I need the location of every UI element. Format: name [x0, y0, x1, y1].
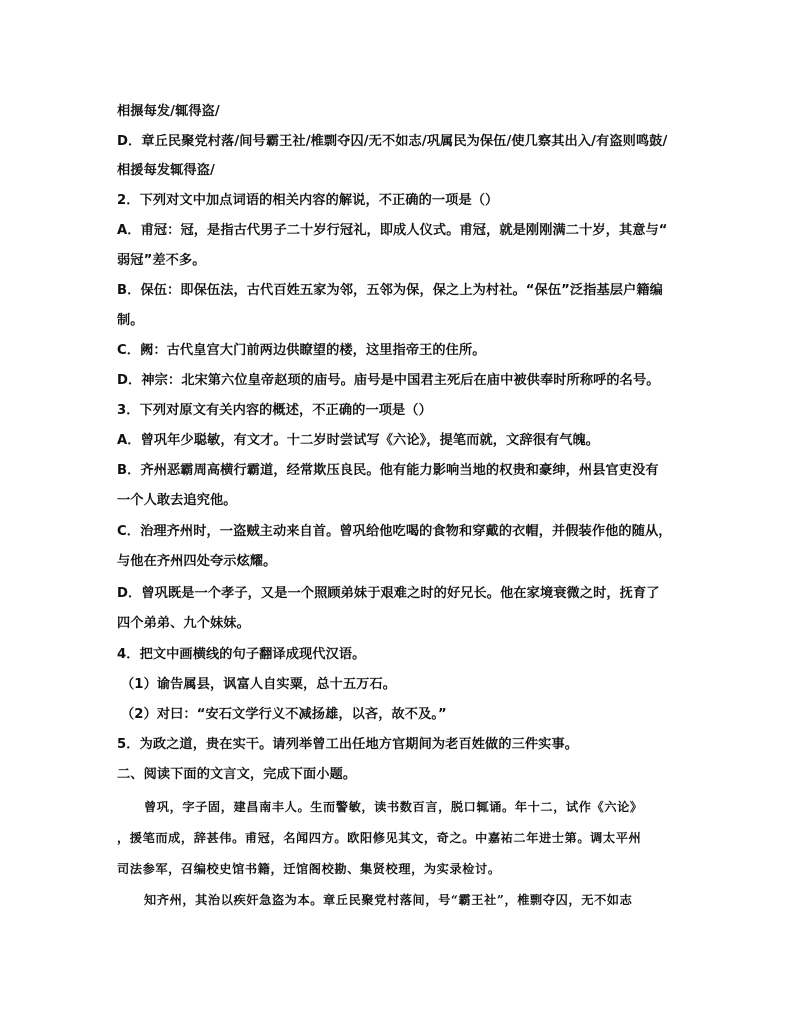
passage-line: 知齐州，其治以疾奸急盗为本。章丘民聚党村落间，号“霸王社”，椎剽夺囚，无不如志 — [144, 893, 633, 907]
question-2-option-c: C．阙：古代皇宫大门前两边供瞭望的楼，这里指帝王的住所。 — [117, 343, 486, 358]
text-line: 相搌每发/辄得盗/ — [117, 104, 220, 119]
question-4-stem: 4．把文中画横线的句子翻译成现代汉语。 — [117, 647, 366, 662]
question-2-option-b: B．保伍：即保伍法，古代百姓五家为邻，五邻为保，保之上为村社。“保伍”泛指基层户籍编 — [117, 283, 663, 298]
question-4-item-2: （2）对曰：“安石文学行义不减扬雄，以吝，故不及。” — [121, 707, 447, 722]
question-3-option-b: B．齐州恶霸周高横行霸道，经常欺压良民。他有能力影响当地的权贵和豪绅，州县官吏没有 — [117, 463, 659, 478]
question-3-option-c: C．治理齐州时，一盗贼主动来自首。曾巩给他吃喝的食物和穿戴的衣帽，并假装作他的随从， — [117, 524, 672, 539]
question-5-stem: 5．为政之道，贵在实干。请列举曾工出任地方官期间为老百姓做的三件实事。 — [117, 737, 579, 752]
question-2-stem: 2．下列对文中加点词语的相关内容的解说，不正确的一项是（） — [117, 193, 499, 208]
question-2-option-a: A．甫冠：冠，是指古代男子二十岁行冠礼，即成人仪式。甫冠，就是刚刚满二十岁，其意与“ — [117, 223, 668, 238]
passage-line: 司法参军，召编校史馆书籍，迁馆阁校勘、集贤校理，为实录检讨。 — [117, 862, 501, 876]
passage-line: ，援笔而成，辞甚伟。甫冠，名闻四方。欧阳修见其文，奇之。中嘉祐二年进士第。调太平州 — [117, 831, 642, 845]
question-3-option-d: D．曾巩既是一个孝子，又是一个照顾弟妹于艰难之时的好兄长。他在家境衰微之时，抚育了 — [117, 586, 660, 601]
text-line: D．章丘民聚党村落/间号霸王社/椎剽夺囚/无不如志/巩属民为保伍/使几察其出入/有盗则鸣鼓/ — [117, 134, 668, 149]
text-line: 弱冠”差不多。 — [117, 253, 206, 268]
text-line: 四个弟弟、九个妹妹。 — [117, 616, 250, 631]
text-line: 与他在齐州四处夸示炫耀。 — [117, 554, 277, 569]
text-line: 一个人敢去追究他。 — [117, 493, 237, 508]
question-4-item-1: （1）谕告属县，讽富人自实粟，总十五万石。 — [121, 677, 397, 692]
passage-line: 曾巩，字子固，建昌南丰人。生而警敏，读书数百言，脱口辄诵。年十二，试作《六论》 — [144, 800, 643, 814]
section-2-heading: 二、阅读下面的文言文，完成下面小题。 — [117, 767, 357, 782]
text-line: 相援每发辄得盗/ — [117, 163, 215, 178]
text-line: 制。 — [117, 313, 144, 328]
question-2-option-d: D．神宗：北宋第六位皇帝赵顼的庙号。庙号是中国君主死后在庙中被供奉时所称呼的名号。 — [117, 373, 660, 388]
question-3-option-a: A．曾巩年少聪敏，有文才。十二岁时尝试写《六论》，提笔而就，文辞很有气魄。 — [117, 433, 600, 448]
question-3-stem: 3．下列对原文有关内容的概述，不正确的一项是（） — [117, 403, 432, 418]
